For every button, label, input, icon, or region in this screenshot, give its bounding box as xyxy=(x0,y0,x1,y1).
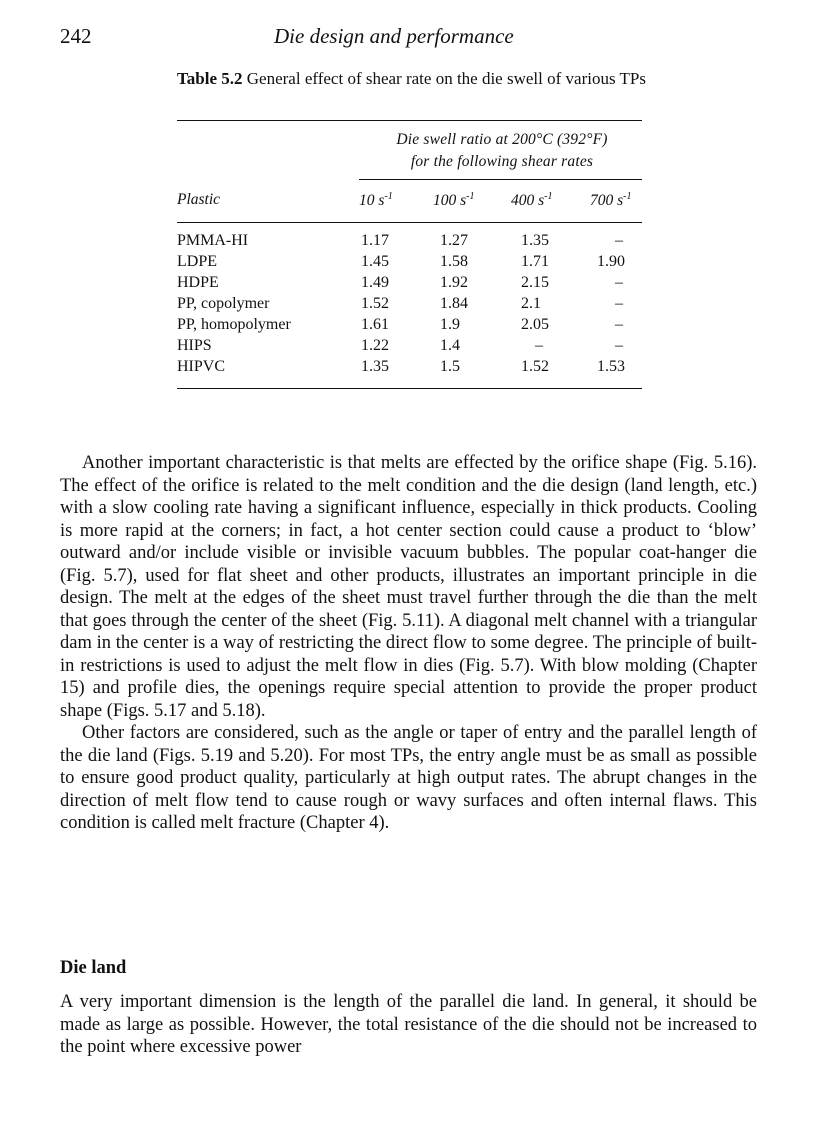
cell-value: 1.35 xyxy=(521,232,549,249)
section-heading-die-land: Die land xyxy=(60,958,127,978)
spanner-line-1: Die swell ratio at 200°C (392°F) xyxy=(396,131,608,148)
table-row xyxy=(177,253,642,274)
column-rate: 10 s xyxy=(359,192,385,209)
cell-value: 2.1 xyxy=(521,295,541,312)
cell-plastic: PP, copolymer xyxy=(177,295,270,312)
table-caption-tag: Table 5.2 xyxy=(177,69,243,88)
column-header-10 xyxy=(359,191,393,210)
body-paragraphs xyxy=(60,452,757,835)
cell-value: – xyxy=(615,316,623,333)
table-caption-text: General effect of shear rate on the die swell of various TPs xyxy=(246,69,646,88)
cell-value: – xyxy=(615,295,623,312)
column-header-100 xyxy=(433,191,475,210)
cell-value: 1.90 xyxy=(597,253,625,270)
table-top-rule xyxy=(177,120,642,121)
running-title: Die design and performance xyxy=(274,24,514,48)
cell-value: 1.17 xyxy=(361,232,389,249)
column-rate: 100 s xyxy=(433,192,467,209)
cell-value: – xyxy=(535,337,543,354)
cell-value: 1.9 xyxy=(440,316,460,333)
column-exponent: -1 xyxy=(466,191,475,202)
table-row xyxy=(177,316,642,337)
paragraph-3: A very important dimension is the length of the parallel die land. In general, it should be made as large as possible. However, the total resistance of the die should not be increased to the point where excessive power xyxy=(60,992,757,1057)
cell-value: 1.58 xyxy=(440,253,468,270)
cell-plastic: HIPVC xyxy=(177,358,226,375)
cell-value: – xyxy=(615,337,623,354)
column-rate: 700 s xyxy=(590,192,624,209)
paragraph-3-block xyxy=(60,991,757,1059)
cell-value: 1.5 xyxy=(440,358,460,375)
cell-value: 1.92 xyxy=(440,274,468,291)
column-exponent: -1 xyxy=(623,191,632,202)
cell-value: 1.53 xyxy=(597,358,625,375)
column-exponent: -1 xyxy=(544,191,553,202)
cell-plastic: LDPE xyxy=(177,253,217,270)
table-5-2 xyxy=(177,68,663,375)
cell-value: 1.45 xyxy=(361,253,389,270)
cell-value: 1.84 xyxy=(440,295,468,312)
cell-value: – xyxy=(615,232,623,249)
cell-plastic: HIPS xyxy=(177,337,212,354)
table-row xyxy=(177,295,642,316)
cell-value: 1.4 xyxy=(440,337,460,354)
cell-value: 1.27 xyxy=(440,232,468,249)
table-header-rule xyxy=(177,222,642,223)
page-number: 242 xyxy=(60,24,92,48)
cell-value: 1.49 xyxy=(361,274,389,291)
cell-value: 1.52 xyxy=(521,358,549,375)
spanner-line-2: for the following shear rates xyxy=(410,153,594,170)
column-header-700 xyxy=(590,191,632,210)
page-header xyxy=(60,24,760,54)
table-row xyxy=(177,232,642,253)
paragraph-1: Another important characteristic is that melts are effected by the orifice shape (Fig. 5.16). The effect of the orifice is related to the melt condition and the die design (land length, etc.) with a slow cooling rate having a significant influence, especially in thick products. Cooling is more rapid at the corners; in fact, a hot center section could cause a product to ‘blow’ outward and/or include visible or invisible vacuum bubbles. The popular coat-hanger die (Fig. 5.7), used for flat sheet and other products, illustrates an important principle in die design. The melt at the edges of the sheet must travel further through the die than the melt that goes through the center of the sheet (Fig. 5.11). A diagonal melt channel with a triangular dam in the center is a way of restricting the direct flow to some degree. The principle of built-in restrictions is used to adjust the melt flow in dies (Fig. 5.7). With blow molding (Chapter 15) and profile dies, the openings require special attention to provide the proper product shape (Figs. 5.17 and 5.18). xyxy=(60,453,757,721)
column-rate: 400 s xyxy=(511,192,545,209)
cell-plastic: HDPE xyxy=(177,274,219,291)
table-bottom-rule xyxy=(177,388,642,389)
table-row xyxy=(177,337,642,358)
cell-value: 1.22 xyxy=(361,337,389,354)
spanner-rule xyxy=(359,179,642,180)
cell-value: 2.15 xyxy=(521,274,549,291)
table-row xyxy=(177,274,642,295)
table-caption xyxy=(177,68,663,90)
column-exponent: -1 xyxy=(384,191,393,202)
cell-plastic: PMMA-HI xyxy=(177,232,249,249)
cell-value: 1.35 xyxy=(361,358,389,375)
cell-plastic: PP, homopolymer xyxy=(177,316,291,333)
row-header-plastic: Plastic xyxy=(177,191,221,208)
cell-value: 2.05 xyxy=(521,316,549,333)
paragraph-2: Other factors are considered, such as the angle or taper of entry and the parallel length of the die land (Figs. 5.19 and 5.20). For most TPs, the entry angle must be as small as possible to ensure good product quality, particularly at high output rates. The abrupt changes in the direction of melt flow tend to cause rough or wavy surfaces and often internal flaws. This condition is called melt fracture (Chapter 4). xyxy=(60,723,757,833)
cell-value: 1.61 xyxy=(361,316,389,333)
cell-value: 1.52 xyxy=(361,295,389,312)
cell-value: – xyxy=(615,274,623,291)
cell-value: 1.71 xyxy=(521,253,549,270)
table-row xyxy=(177,358,642,379)
column-header-400 xyxy=(511,191,553,210)
